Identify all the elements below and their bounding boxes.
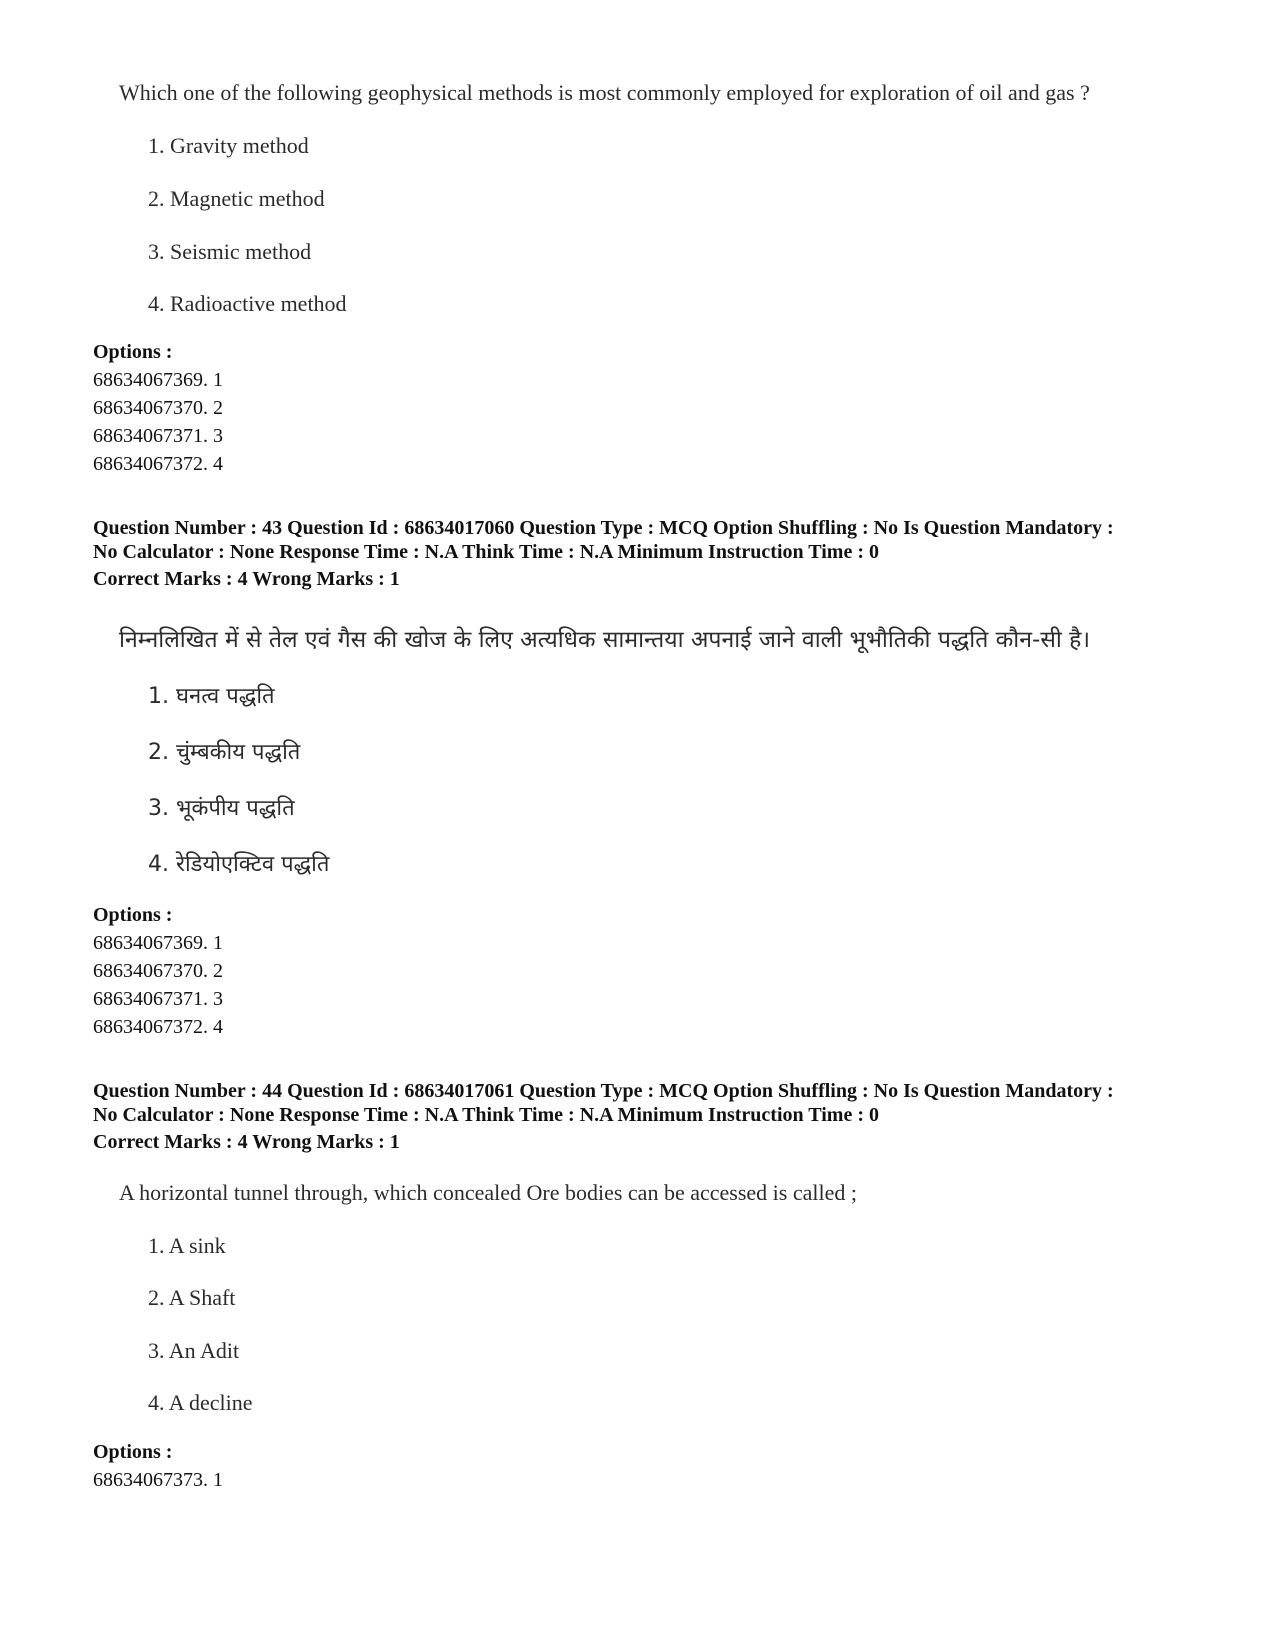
question-meta-line: Question Number : 43 Question Id : 68634017060 Question Type : MCQ Option Shuffling : No Is Question Mandatory :	[93, 517, 1114, 539]
options-label: Options :	[93, 1441, 173, 1463]
option-line: 68634067371. 3	[93, 425, 223, 447]
choice-2: 2. Magnetic method	[148, 186, 325, 211]
option-line: 68634067370. 2	[93, 960, 223, 982]
choice-2: 2. चुंम्बकीय पद्धति	[148, 740, 301, 765]
question-text: Which one of the following geophysical methods is most commonly employed for exploration of oil and gas ?	[119, 80, 1090, 105]
question-text: निम्नलिखित में से तेल एवं गैस की खोज के लिए अत्यधिक सामान्तया अपनाई जाने वाली भूभौतिकी पद्धति कौन-सी है।	[119, 627, 1091, 653]
choice-1: 1. Gravity method	[148, 133, 309, 158]
options-label: Options :	[93, 904, 173, 926]
option-line: 68634067369. 1	[93, 369, 223, 391]
choice-2: 2. A Shaft	[148, 1285, 236, 1310]
options-label: Options :	[93, 341, 173, 363]
choice-1: 1. घनत्व पद्धति	[148, 684, 275, 709]
choice-4: 4. Radioactive method	[148, 291, 347, 316]
choice-3: 3. Seismic method	[148, 239, 312, 264]
option-line: 68634067371. 3	[93, 988, 223, 1010]
option-line: 68634067370. 2	[93, 397, 223, 419]
question-meta-line: No Calculator : None Response Time : N.A Think Time : N.A Minimum Instruction Time : 0	[93, 541, 879, 563]
option-line: 68634067372. 4	[93, 1016, 223, 1038]
marks-line: Correct Marks : 4 Wrong Marks : 1	[93, 1131, 400, 1153]
option-line: 68634067373. 1	[93, 1469, 223, 1491]
choice-4: 4. A decline	[148, 1390, 253, 1415]
choice-3: 3. An Adit	[148, 1338, 240, 1363]
choice-1: 1. A sink	[148, 1233, 226, 1258]
choice-4: 4. रेडियोएक्टिव पद्धति	[148, 852, 330, 877]
question-meta-line: Question Number : 44 Question Id : 68634017061 Question Type : MCQ Option Shuffling : No Is Question Mandatory :	[93, 1080, 1114, 1102]
question-meta-line: No Calculator : None Response Time : N.A Think Time : N.A Minimum Instruction Time : 0	[93, 1104, 879, 1126]
choice-3: 3. भूकंपीय पद्धति	[148, 796, 295, 821]
option-line: 68634067369. 1	[93, 932, 223, 954]
option-line: 68634067372. 4	[93, 453, 223, 475]
question-text: A horizontal tunnel through, which concealed Ore bodies can be accessed is called ;	[119, 1180, 857, 1205]
marks-line: Correct Marks : 4 Wrong Marks : 1	[93, 568, 400, 590]
